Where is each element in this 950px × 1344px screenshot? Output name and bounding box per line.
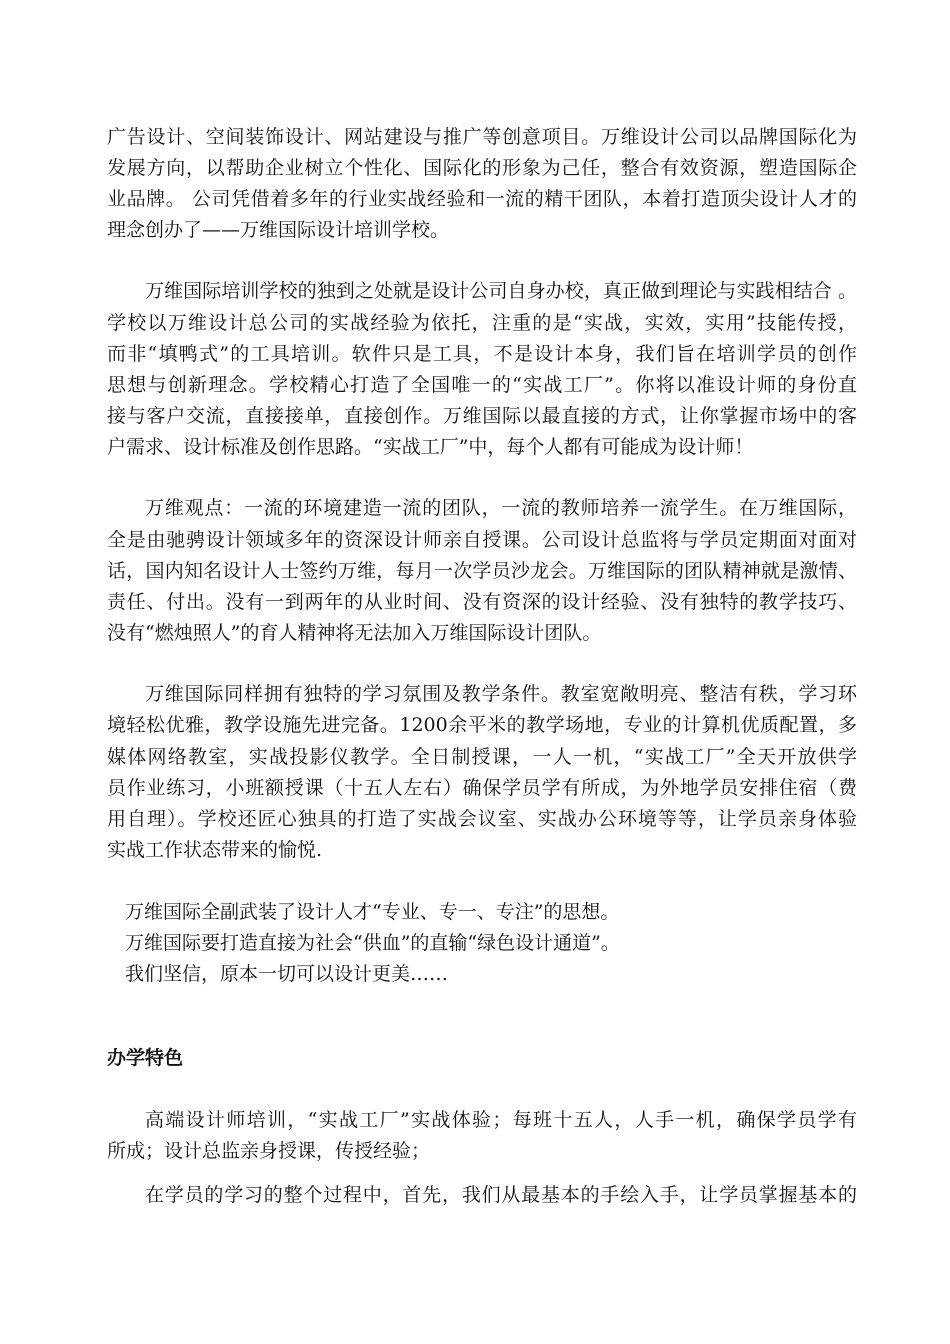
body-line: 媒体网络教室，实战投影仪教学。全日制授课，一人一机，“实战工厂”全天开放供学 — [107, 746, 857, 768]
body-line: 业品牌。 公司凭借着多年的行业实战经验和一流的精干团队，本着打造顶尖设计人才的 — [107, 188, 857, 210]
body-line: 学校以万维设计总公司的实战经验为依托，注重的是“实战，实效，实用”技能传授， — [107, 312, 857, 334]
body-line: 理念创办了——万维国际设计培训学校。 — [107, 219, 450, 241]
section-line: 在学员的学习的整个过程中，首先，我们从最基本的手绘入手，让学员掌握基本的 — [145, 1184, 857, 1206]
body-line: 万维观点：一流的环境建造一流的团队，一流的教师培养一流学生。在万维国际， — [145, 497, 857, 519]
body-line: 万维国际同样拥有独特的学习氛围及教学条件。教室宽敞明亮、整洁有秩，学习环 — [145, 683, 857, 705]
body-line: 境轻松优雅，教学设施先进完备。1200余平米的教学场地，专业的计算机优质配置，多 — [107, 714, 857, 736]
body-line: 我们坚信，原本一切可以设计更美…… — [125, 963, 449, 985]
body-line: 而非“填鸭式”的工具培训。软件只是工具，不是设计本身，我们旨在培训学员的创作 — [107, 343, 857, 365]
body-line: 没有“燃烛照人”的育人精神将无法加入万维国际设计团队。 — [107, 622, 602, 644]
body-line: 实战工作状态带来的愉悦. — [107, 839, 323, 861]
body-line: 万维国际培训学校的独到之处就是设计公司自身办校，真正做到理论与实践相结合 。 — [145, 280, 857, 302]
body-line: 发展方向，以帮助企业树立个性化、国际化的形象为己任，整合有效资源，塑造国际企 — [107, 157, 857, 179]
section-heading: 办学特色 — [107, 1047, 184, 1069]
body-line: 万维国际要打造直接为社会“供血”的直输“绿色设计通道”。 — [125, 932, 620, 954]
body-line: 员作业练习，小班额授课（十五人左右）确保学员学有所成，为外地学员安排住宿（费 — [107, 777, 857, 799]
body-line: 万维国际全副武装了设计人才“专业、专一、专注”的思想。 — [125, 901, 620, 923]
body-line: 广告设计、空间装饰设计、网站建设与推广等创意项目。万维设计公司以品牌国际化为 — [107, 126, 857, 148]
body-line: 接与客户交流，直接接单，直接创作。万维国际以最直接的方式，让你掌握市场中的客 — [107, 405, 857, 427]
body-line: 责任、付出。没有一到两年的从业时间、没有资深的设计经验、没有独特的教学技巧、 — [107, 591, 857, 613]
body-line: 户需求、设计标准及创作思路。“实战工厂”中，每个人都有可能成为设计师！ — [107, 436, 754, 458]
body-line: 用自理）。学校还匠心独具的打造了实战会议室、实战办公环境等等，让学员亲身体验 — [107, 808, 857, 830]
section-line: 高端设计师培训，“实战工厂”实战体验；每班十五人，人手一机，确保学员学有 — [145, 1109, 857, 1131]
body-line: 全是由驰骋设计领域多年的资深设计师亲自授课。公司设计总监将与学员定期面对面对 — [107, 529, 857, 551]
section-line: 所成；设计总监亲身授课，传授经验； — [107, 1140, 431, 1162]
body-line: 思想与创新理念。学校精心打造了全国唯一的“实战工厂”。你将以准设计师的身份直 — [107, 374, 857, 396]
body-line: 话，国内知名设计人士签约万维，每月一次学员沙龙会。万维国际的团队精神就是激情、 — [107, 560, 857, 582]
